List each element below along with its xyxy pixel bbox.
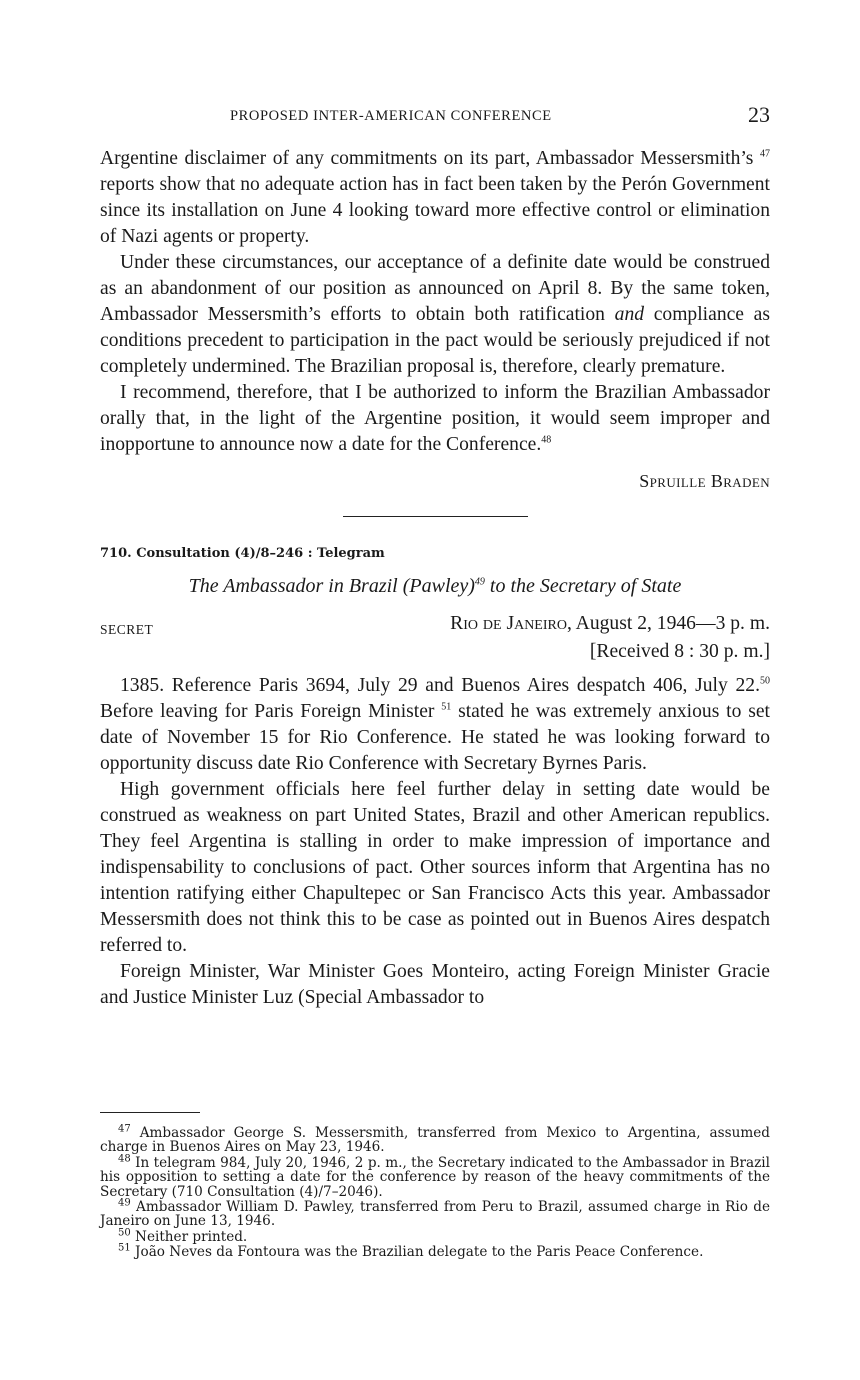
- text-run: stated he was extremely anxious to set date of November 15 for Rio Conference. He stated he was looking forward to opportunity discuss date Rio Conference with Secretary Byrnes Paris.: [100, 701, 770, 774]
- footnote-text: Ambassador George S. Messersmith, transferred from Mexico to Argentina, assumed charge in Buenos Aires on May 23, 1946.: [100, 1125, 770, 1156]
- footnote-ref: 51: [441, 701, 452, 713]
- classification-label: SECRET: [100, 622, 154, 637]
- paragraph: [100, 146, 770, 250]
- footnote-ref: 49: [474, 576, 485, 588]
- running-head: [100, 102, 770, 130]
- text-run: I recommend, therefore, that I be authorized to inform the Brazilian Ambassador orally that, in the light of the Argentine position, it would seem improper and inopportune to announce now a date for the Conference.: [100, 382, 770, 455]
- text-run: Argentine disclaimer of any commitments on its part, Ambassador Messersmith’s: [100, 148, 754, 169]
- footnote: [100, 1242, 770, 1261]
- page-number: 23: [748, 102, 770, 127]
- paragraph: Foreign Minister, War Minister Goes Monteiro, acting Foreign Minister Gracie and Justice Minister Luz (Special Ambassador to: [100, 961, 770, 1008]
- text-run: Under these circumstances, our acceptance of a definite date would be construed as an abandonment of our position as announced on April 8. By the same token, Ambassador Messersmith’s efforts to obtain both ratification: [100, 252, 770, 325]
- paragraph: [100, 250, 770, 380]
- footnote-number: 51: [118, 1242, 131, 1254]
- footnote: [100, 1123, 770, 1156]
- footnote: [100, 1227, 770, 1245]
- title-run: The Ambassador in Brazil (Pawley): [188, 575, 475, 597]
- body-text: [100, 146, 770, 1011]
- text-run: 1385. Reference Paris 3694, July 29 and Buenos Aires despatch 406, July 22.: [120, 675, 760, 696]
- footnotes: [100, 1123, 770, 1261]
- dateline: [450, 611, 770, 637]
- text-run: reports show that no adequate action has in fact been taken by the Perón Government since its installation on June 4 looking toward more effective control or elimination of Nazi agents or property.: [100, 174, 770, 247]
- footnote-number: 48: [118, 1153, 131, 1165]
- footnote: [100, 1153, 770, 1200]
- received-time: [Received 8 : 30 p. m.]: [589, 641, 770, 662]
- footnote-number: 47: [118, 1123, 131, 1135]
- footnote-number: 49: [118, 1197, 131, 1209]
- footnote-ref: 50: [760, 675, 770, 687]
- footnote-text: Neither printed.: [130, 1228, 248, 1245]
- section-divider: [343, 516, 528, 517]
- paragraph: [100, 673, 770, 777]
- signature: Spruille Braden: [639, 471, 770, 491]
- footnote-text: In telegram 984, July 20, 1946, 2 p. m., the Secretary indicated to the Ambassador in Brazil his opposition to setting a date for the conference by reason of the heavy commitments of the Secretary (710 Consultation (4)/7–2046).: [100, 1154, 770, 1200]
- footnote-ref: 47: [760, 148, 770, 160]
- text-run: compliance as conditions precedent to participation in the pact would be seriously prejudiced if not completely undermined. The Brazilian proposal is, therefore, clearly premature.: [100, 304, 770, 377]
- footnote-divider: [100, 1112, 200, 1113]
- running-title: PROPOSED INTER-AMERICAN CONFERENCE: [230, 108, 552, 124]
- footnote-number: 50: [118, 1227, 131, 1239]
- title-run: to the Secretary of State: [484, 575, 682, 597]
- date: , August 2, 1946—3 p. m.: [566, 613, 770, 634]
- text-run: Before leaving for Paris Foreign Minister: [100, 701, 442, 722]
- paragraph: High government officials here feel further delay in setting date would be construed as weakness on part United States, Brazil and other American republics. They feel Argentina is stalling in order to make impression of importance and indispensability to conclusions of pact. Other sources inform that Argentina has no intention ratifying either Chapultepec or San Francisco Acts this year. Ambassador Messersmith does not think this to be case as pointed out in Buenos Aires despatch referred to.: [100, 779, 770, 956]
- document-page: [100, 0, 770, 1380]
- footnote-text: João Neves da Fontoura was the Brazilian delegate to the Paris Peace Conference.: [130, 1244, 704, 1261]
- document-title: [100, 573, 770, 599]
- paragraph: [100, 380, 770, 458]
- dateline-row: [100, 611, 770, 639]
- footnote-text: Ambassador William D. Pawley, transferred from Peru to Brazil, assumed charge in Rio de Janeiro on June 13, 1946.: [100, 1199, 770, 1230]
- footnote-ref: 48: [541, 434, 552, 446]
- file-reference: 710. Consultation (4)/8–246 : Telegram: [100, 546, 385, 561]
- place: Rio de Janeiro: [450, 613, 567, 634]
- footnote: [100, 1197, 770, 1230]
- emphasis: and: [614, 304, 645, 325]
